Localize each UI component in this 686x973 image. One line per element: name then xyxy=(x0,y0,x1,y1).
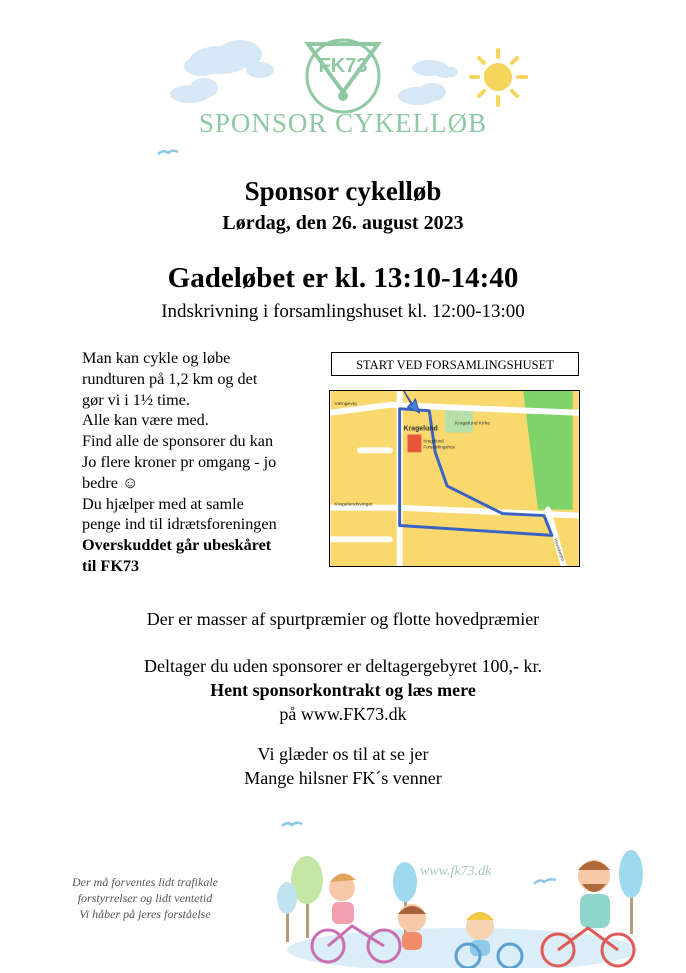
map-road-label: Vængevej xyxy=(334,401,357,407)
greeting-line: Mange hilsner FK´s venner xyxy=(244,768,442,788)
info-line: Jo flere kroner pr omgang - jo xyxy=(82,452,277,471)
hall-building xyxy=(408,435,422,453)
info-bold-line: Overskuddet går ubeskåret xyxy=(82,536,272,555)
footnote-line: Der må forventes lidt trafikale xyxy=(72,875,218,889)
website-text: på www.FK73.dk xyxy=(279,704,407,724)
info-line: bedre ☺ xyxy=(82,473,139,492)
info-line: Du hjælper med at samle xyxy=(82,494,244,513)
info-line: Find alle de sponsorer du kan xyxy=(82,432,274,451)
map-church-label: Kragelund Kirke xyxy=(454,421,491,427)
info-line: Man kan cykle og løbe xyxy=(82,349,231,367)
info-bold-line: til FK73 xyxy=(82,556,140,575)
info-line: penge ind til idrætsforeningen xyxy=(82,515,277,534)
header-illustration xyxy=(150,30,550,165)
info-text xyxy=(82,348,332,577)
child-cyclist-icon xyxy=(398,904,426,950)
footer-illustration xyxy=(272,818,652,968)
map-place-label: Kragelund xyxy=(403,425,438,433)
race-time: Gadeløbet er kl. 13:10-14:40 xyxy=(167,262,519,294)
sun-icon xyxy=(471,50,526,105)
info-line: Alle kan være med. xyxy=(82,411,209,430)
cloud-icon xyxy=(184,40,274,78)
info-line: gør vi i 1½ time. xyxy=(82,390,190,409)
map-hall-label: Forsamlingshus xyxy=(423,444,455,450)
footnote-line: Vi håber på jeres forståelse xyxy=(79,907,211,921)
tree-icon xyxy=(619,850,643,934)
footer-website: www.fk73.dk xyxy=(420,864,492,879)
fk73-logo xyxy=(307,40,379,112)
traffic-footnote xyxy=(40,874,250,922)
tree-icon xyxy=(277,882,297,942)
bird-icon xyxy=(282,823,302,826)
footnote-line: forstyrrelser og lidt ventetid xyxy=(77,891,213,905)
prizes-text: Der er masser af spurtpræmier og flotte hovedpræmier xyxy=(146,609,540,629)
registration-info: Indskrivning i forsamlingshuset kl. 12:00-13:00 xyxy=(161,301,525,322)
bird-icon xyxy=(534,879,556,884)
route-map xyxy=(329,390,580,567)
brand-title: SPONSOR CYKELLØB xyxy=(198,108,488,138)
svg-text:FK73: FK73 xyxy=(318,55,368,77)
bird-icon xyxy=(158,151,178,154)
map-start-label: START VED FORSAMLINGSHUSET xyxy=(331,352,579,376)
contract-text: Hent sponsorkontrakt og læs mere xyxy=(210,680,476,700)
info-line: rundturen på 1,2 km og det xyxy=(82,369,258,388)
map-road-label: Hovedvejen xyxy=(552,537,566,562)
greeting-line: Vi glæder os til at se jer xyxy=(257,744,429,764)
event-date: Lørdag, den 26. august 2023 xyxy=(222,212,464,234)
cloud-icon xyxy=(170,78,218,103)
fee-text: Deltager du uden sponsorer er deltagergebyret 100,- kr. xyxy=(143,656,543,676)
map-hall-label: Kragelund xyxy=(423,438,444,444)
event-title: Sponsor cykelløb xyxy=(244,176,442,206)
cloud-icon xyxy=(398,60,458,105)
map-road-label: Kragelundsvinget xyxy=(334,502,373,508)
